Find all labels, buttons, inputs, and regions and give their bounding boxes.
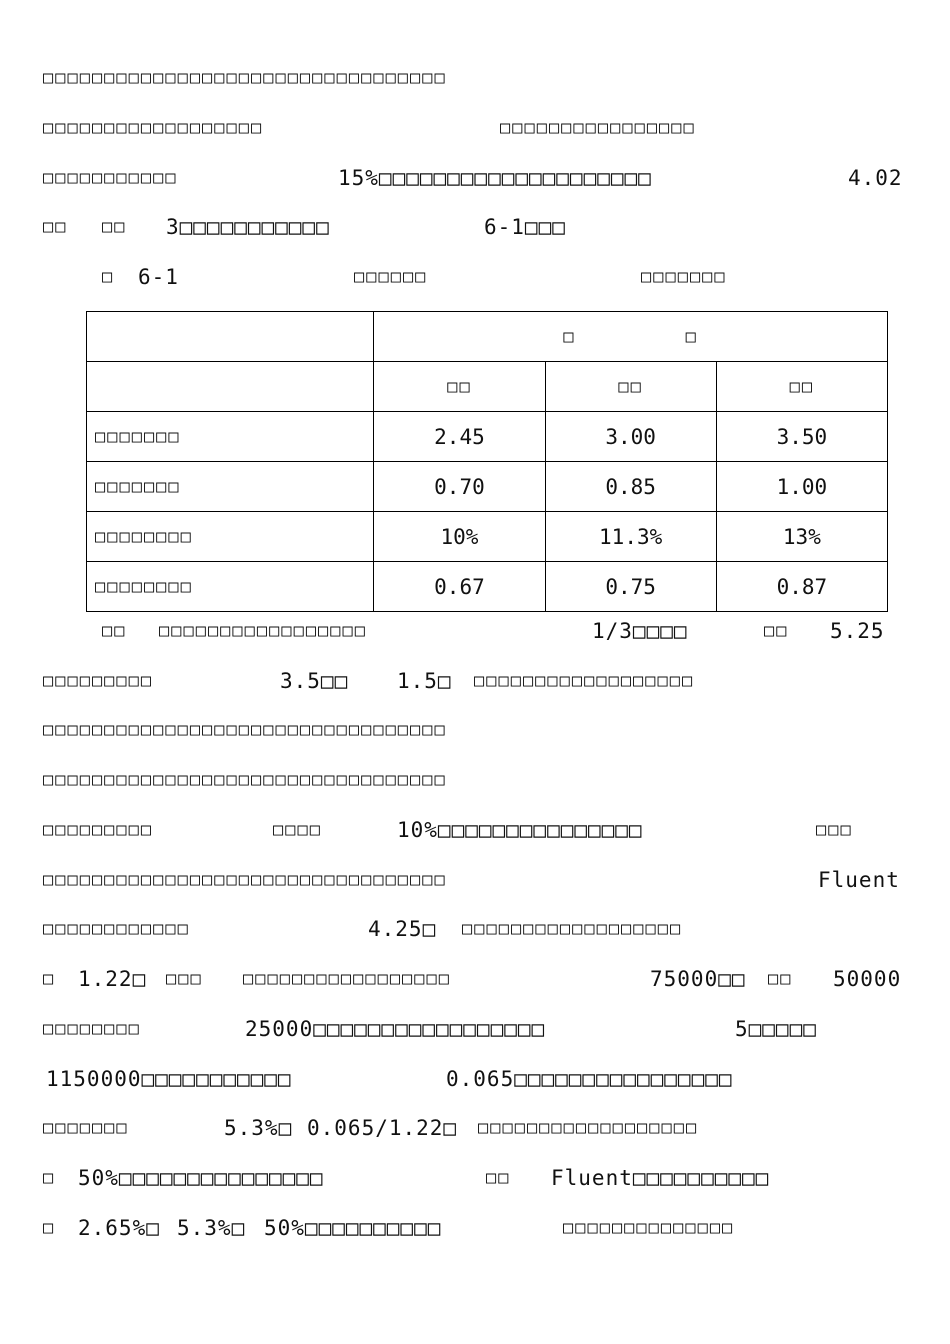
text-line-7c: 1.5□ — [397, 669, 452, 693]
table-subheader-2: □□ — [545, 362, 716, 412]
table-cell: 2.45 — [374, 412, 545, 462]
text-line-3b: 15%□□□□□□□□□□□□□□□□□□□□ — [338, 166, 652, 190]
data-table — [86, 311, 888, 612]
text-line-10d: □□□ — [816, 820, 853, 840]
text-line-6c: 1/3□□□□ — [592, 619, 688, 643]
table-cell: 0.75 — [545, 562, 716, 612]
text-line-18d: 50%□□□□□□□□□□ — [264, 1216, 442, 1240]
table-cell: 13% — [716, 512, 887, 562]
text-line-10b: □□□□ — [273, 820, 322, 840]
table-cell: 0.70 — [374, 462, 545, 512]
row-label: □□□□□□□ — [87, 462, 374, 512]
text-line-7d: □□□□□□□□□□□□□□□□□□ — [474, 671, 695, 691]
table-cell: 0.67 — [374, 562, 545, 612]
text-line-17b: 50%□□□□□□□□□□□□□□□ — [78, 1166, 324, 1190]
text-line-18b: 2.65%□ — [78, 1216, 160, 1240]
text-line-13g: 50000 — [833, 967, 902, 991]
text-line-9: □□□□□□□□□□□□□□□□□□□□□□□□□□□□□□□□□ — [43, 770, 447, 790]
text-line-16a: □□□□□□□ — [43, 1118, 129, 1138]
text-line-13f: □□ — [768, 969, 793, 989]
table-subheader-1: □□ — [374, 362, 545, 412]
text-line-14a: □□□□□□□□ — [43, 1019, 141, 1039]
text-line-6d: □□ — [764, 621, 789, 641]
text-line-3a: □□□□□□□□□□□ — [43, 168, 178, 188]
table-cell: 11.3% — [545, 512, 716, 562]
table-header-row — [87, 312, 888, 362]
text-line-13a: □ — [43, 969, 56, 989]
text-line-13c: □□□ — [166, 969, 203, 989]
table-cell: 10% — [374, 512, 545, 562]
text-line-17a: □ — [43, 1168, 56, 1188]
table-subheader-row — [87, 362, 888, 412]
text-line-12b: 4.25□ — [368, 917, 437, 941]
text-line-14b: 25000□□□□□□□□□□□□□□□□□ — [245, 1017, 546, 1041]
table-caption-number: 6-1 — [138, 265, 179, 289]
text-line-16c: 0.065/1.22□ — [307, 1116, 458, 1140]
text-line-11b: Fluent — [818, 868, 900, 892]
text-line-7a: □□□□□□□□□ — [43, 671, 154, 691]
text-line-15a: 1150000□□□□□□□□□□□ — [46, 1067, 292, 1091]
text-line-3c: 4.02 — [848, 166, 903, 190]
text-line-17d: Fluent□□□□□□□□□□ — [551, 1166, 770, 1190]
text-line-13b: 1.22□ — [78, 967, 147, 991]
text-line-18a: □ — [43, 1218, 56, 1238]
table-row — [87, 562, 888, 612]
table-cell: 0.85 — [545, 462, 716, 512]
table-caption-unit: □□□□□□□ — [641, 267, 727, 287]
table-header-group-a: □ — [563, 326, 576, 347]
table-corner-cell-2 — [87, 362, 374, 412]
text-line-12c: □□□□□□□□□□□□□□□□□□ — [462, 919, 683, 939]
text-line-2a: □□□□□□□□□□□□□□□□□□ — [43, 118, 264, 138]
text-line-10a: □□□□□□□□□ — [43, 820, 154, 840]
table-corner-cell — [87, 312, 374, 362]
table-subheader-3: □□ — [716, 362, 887, 412]
text-line-1: □□□□□□□□□□□□□□□□□□□□□□□□□□□□□□□□□ — [43, 68, 447, 88]
text-line-14c: 5□□□□□ — [735, 1017, 817, 1041]
text-line-11a: □□□□□□□□□□□□□□□□□□□□□□□□□□□□□□□□□ — [43, 870, 447, 890]
table-caption-a: □ — [102, 267, 115, 287]
text-line-8: □□□□□□□□□□□□□□□□□□□□□□□□□□□□□□□□□ — [43, 720, 447, 740]
text-line-18e: □□□□□□□□□□□□□□ — [563, 1218, 735, 1238]
text-line-4c: 3□□□□□□□□□□□ — [166, 215, 330, 239]
table-cell: 3.00 — [545, 412, 716, 462]
text-line-16b: 5.3%□ — [224, 1116, 293, 1140]
row-label: □□□□□□□□ — [87, 562, 374, 612]
text-line-12a: □□□□□□□□□□□□ — [43, 919, 190, 939]
text-line-4b: □□ — [102, 217, 127, 237]
text-line-15b: 0.065□□□□□□□□□□□□□□□□ — [446, 1067, 733, 1091]
text-line-16d: □□□□□□□□□□□□□□□□□□ — [478, 1118, 699, 1138]
text-line-18c: 5.3%□ — [177, 1216, 246, 1240]
table-row — [87, 412, 888, 462]
table-row — [87, 512, 888, 562]
text-line-6b: □□□□□□□□□□□□□□□□□ — [159, 621, 367, 641]
text-line-6a: □□ — [102, 621, 127, 641]
table-cell: 1.00 — [716, 462, 887, 512]
text-line-4d: 6-1□□□ — [484, 215, 566, 239]
table-header-group — [374, 312, 888, 362]
table-cell: 3.50 — [716, 412, 887, 462]
text-line-2b: □□□□□□□□□□□□□□□□ — [500, 118, 696, 138]
row-label: □□□□□□□□ — [87, 512, 374, 562]
text-line-6e: 5.25 — [830, 619, 885, 643]
table-header-group-b: □ — [685, 326, 698, 347]
table-caption-title: □□□□□□ — [354, 267, 428, 287]
text-line-7b: 3.5□□ — [280, 669, 349, 693]
table-cell: 0.87 — [716, 562, 887, 612]
text-line-13d: □□□□□□□□□□□□□□□□□ — [243, 969, 451, 989]
row-label: □□□□□□□ — [87, 412, 374, 462]
table-row — [87, 462, 888, 512]
text-line-4a: □□ — [43, 217, 68, 237]
text-line-17c: □□ — [486, 1168, 511, 1188]
text-line-10c: 10%□□□□□□□□□□□□□□□ — [397, 818, 643, 842]
text-line-13e: 75000□□ — [650, 967, 746, 991]
